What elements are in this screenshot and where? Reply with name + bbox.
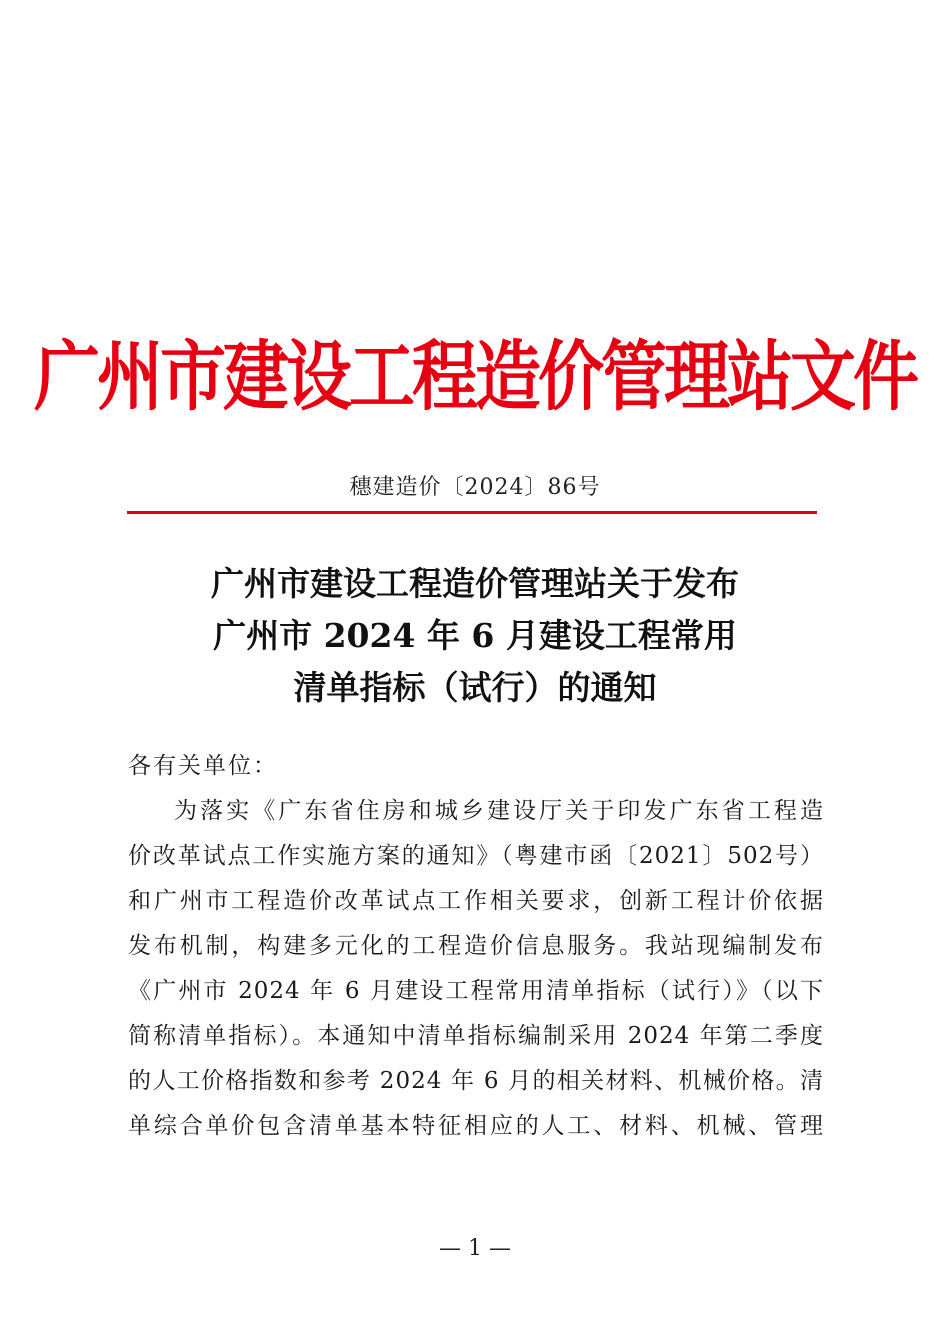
red-header-title: 广州市建设工程造价管理站文件 xyxy=(34,332,916,422)
paragraph-line: 单综合单价包含清单基本特征相应的人工、材料、机械、管理 xyxy=(128,1113,824,1139)
paragraph-line: 发布机制，构建多元化的工程造价信息服务。我站现编制发布 xyxy=(128,933,824,959)
red-divider-line xyxy=(127,511,817,514)
paragraph-line: 《广州市 2024 年 6 月建设工程常用清单指标（试行）》（以下 xyxy=(128,978,824,1004)
paragraph-line: 价改革试点工作实施方案的通知》（粤建市函〔2021〕502号） xyxy=(128,843,824,869)
document-number: 穗建造价〔2024〕86号 xyxy=(349,475,601,500)
salutation: 各有关单位： xyxy=(128,753,278,779)
paragraph-line: 的人工价格指数和参考 2024 年 6 月的相关材料、机械价格。清 xyxy=(128,1068,824,1094)
notice-title-line-1: 广州市建设工程造价管理站关于发布 xyxy=(211,564,739,603)
notice-title-line-3: 清单指标（试行）的通知 xyxy=(293,668,657,707)
notice-title-line-2: 广州市 2024 年 6 月建设工程常用 xyxy=(213,616,737,655)
paragraph-line: 和广州市工程造价改革试点工作相关要求，创新工程计价依据 xyxy=(128,888,824,914)
paragraph-line: 为落实《广东省住房和城乡建设厅关于印发广东省工程造 xyxy=(174,798,824,824)
body-paragraph xyxy=(128,789,824,1149)
page-number: — 1 — xyxy=(439,1236,511,1261)
body-text xyxy=(128,744,824,1149)
notice-title xyxy=(0,558,950,714)
paragraph-line: 简称清单指标）。本通知中清单指标编制采用 2024 年第二季度 xyxy=(128,1023,824,1049)
